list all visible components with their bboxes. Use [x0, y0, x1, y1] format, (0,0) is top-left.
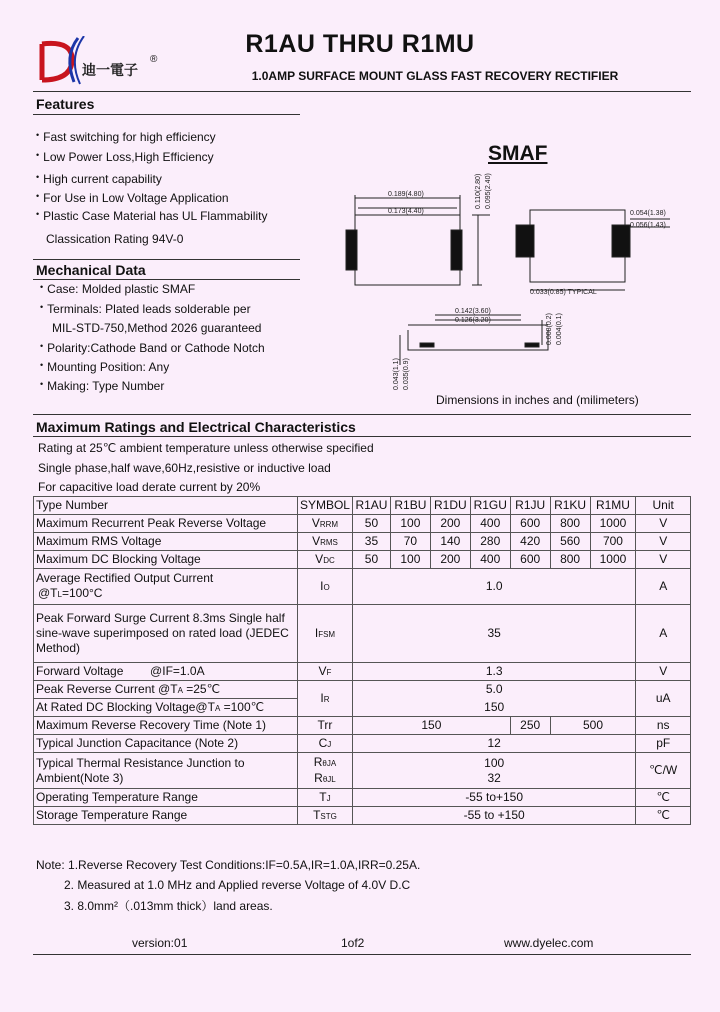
- dim-label: 0.110(2.80): [475, 173, 482, 209]
- table-row: Peak Forward Surge Current 8.3ms Single half sine-wave superimposed on rated load (JEDEC Method) IFSM 35 A: [34, 605, 691, 663]
- dim-label: 0.173(4.40): [388, 208, 424, 215]
- table-row: Storage Temperature Range TSTG -55 to +150 ℃: [34, 807, 691, 825]
- mech-item: • Case: Molded plastic SMAF: [40, 282, 196, 296]
- page-subtitle: 1.0AMP SURFACE MOUNT GLASS FAST RECOVERY RECTIFIER: [251, 69, 619, 83]
- mech-item: • Making: Type Number: [40, 379, 165, 393]
- table-header: Type Number: [34, 497, 298, 515]
- table-row: Average Rectified Output Current @TL=100°C IO 1.0 A: [34, 569, 691, 605]
- dim-label: 0.095(2.40): [485, 173, 492, 209]
- feature-item: • Low Power Loss,High Efficiency: [36, 150, 214, 164]
- table-header: R1MU: [590, 497, 636, 515]
- dim-label: 0.054(1.38): [630, 210, 666, 217]
- divider: [33, 414, 691, 415]
- divider: [33, 259, 300, 260]
- table-row: Maximum RMS Voltage VRMS 35 70 140 280 420 560 700 V: [34, 533, 691, 551]
- dim-label: 0.033(0.85) TYPICAL: [530, 289, 597, 296]
- note-3: 3. 8.0mm²（.013mm thick）land areas.: [64, 899, 273, 913]
- table-row: Typical Thermal Resistance Junction to Ambient(Note 3) RθJA RθJL 100 32 ℃/W: [34, 753, 691, 789]
- mech-item: • Mounting Position: Any: [40, 360, 170, 374]
- table-row: Typical Junction Capacitance (Note 2) CJ 12 pF: [34, 735, 691, 753]
- feature-item: • For Use in Low Voltage Application: [36, 191, 229, 205]
- mech-item: • Terminals: Plated leads solderable per: [40, 302, 251, 316]
- mech-item: • Polarity:Cathode Band or Cathode Notch: [40, 341, 265, 355]
- ratings-heading: Maximum Ratings and Electrical Characteristics: [36, 419, 356, 435]
- feature-item: • High current capability: [36, 172, 162, 186]
- table-row: Maximum DC Blocking Voltage VDC 50 100 200 400 600 800 1000 V: [34, 551, 691, 569]
- page-title: R1AU THRU R1MU: [245, 30, 475, 58]
- table-header: R1DU: [430, 497, 470, 515]
- table-header: R1JU: [510, 497, 550, 515]
- registered-mark: ®: [150, 54, 158, 65]
- dimension-caption: Dimensions in inches and (milimeters): [436, 393, 639, 407]
- dim-label: 0.056(1.43): [630, 222, 666, 229]
- divider: [33, 954, 691, 955]
- divider: [33, 114, 300, 115]
- table-row: Maximum Recurrent Peak Reverse Voltage VRRM 50 100 200 400 600 800 1000 V: [34, 515, 691, 533]
- table-header: R1AU: [352, 497, 390, 515]
- note-2: 2. Measured at 1.0 MHz and Applied reverse Voltage of 4.0V D.C: [64, 878, 411, 892]
- table-row: At Rated DC Blocking Voltage@TA =100℃ 150: [34, 699, 691, 717]
- rating-note: Single phase,half wave,60Hz,resistive or inductive load: [38, 461, 331, 475]
- divider: [33, 436, 691, 437]
- features-heading: Features: [36, 96, 95, 112]
- table-row: Peak Reverse Current @TA =25℃ IR 5.0 uA: [34, 681, 691, 699]
- footer-website[interactable]: www.dyelec.com: [504, 936, 594, 950]
- feature-continuation: Classication Rating 94V-0: [46, 232, 184, 246]
- rating-note: For capacitive load derate current by 20%: [38, 480, 261, 494]
- feature-item: • Fast switching for high efficiency: [36, 130, 216, 144]
- mech-continuation: MIL-STD-750,Method 2026 guaranteed: [52, 321, 262, 335]
- ratings-table: [33, 496, 691, 825]
- table-header: Unit: [636, 497, 691, 515]
- dim-label: 0.004(0.1): [556, 313, 563, 345]
- table-header-row: [34, 497, 691, 515]
- dim-label: 0.126(3.20): [455, 317, 491, 324]
- table-row: Maximum Reverse Recovery Time (Note 1) Trr 150 250 500 ns: [34, 717, 691, 735]
- footer-page: 1of2: [341, 936, 365, 950]
- table-row: Operating Temperature Range TJ -55 to+150 ℃: [34, 789, 691, 807]
- dim-label: 0.008(0.2): [546, 313, 553, 345]
- table-header: R1BU: [390, 497, 430, 515]
- logo-company-name: 迪一電子: [82, 62, 138, 78]
- table-header: R1KU: [550, 497, 590, 515]
- mechanical-heading: Mechanical Data: [36, 262, 146, 278]
- dim-label: 0.043(1.1): [393, 358, 400, 390]
- footer-version: version:01: [132, 936, 188, 950]
- table-row: Forward Voltage @IF=1.0A VF 1.3 V: [34, 663, 691, 681]
- note-1: Note: 1.Reverse Recovery Test Conditions:IF=0.5A,IR=1.0A,IRR=0.25A.: [36, 858, 421, 872]
- feature-item: • Plastic Case Material has UL Flammability: [36, 209, 268, 223]
- dim-label: 0.142(3.60): [455, 308, 491, 315]
- package-name: SMAF: [488, 142, 548, 165]
- divider: [33, 279, 300, 280]
- table-header: R1GU: [470, 497, 510, 515]
- dim-label: 0.189(4.80): [388, 191, 424, 198]
- table-header: SYMBOL: [297, 497, 352, 515]
- divider: [33, 91, 691, 92]
- dim-label: 0.035(0.9): [403, 358, 410, 390]
- package-outline-drawing: [300, 165, 690, 395]
- rating-note: Rating at 25℃ ambient temperature unless otherwise specified: [38, 441, 374, 455]
